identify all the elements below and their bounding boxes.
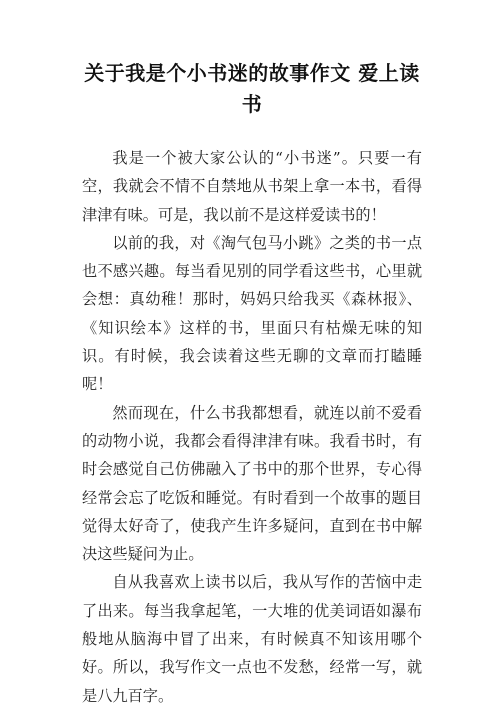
paragraph-2: 以前的我，对《淘气包马小跳》之类的书一点也不感兴趣。每当看见别的同学看这些书，心里就会想：真幼稚！那时，妈妈只给我买《森林报》、《知识绘本》这样的书，里面只有枯燥无味的知识。有时候，我会读着这些无聊的文章而打瞌睡呢！ — [82, 233, 422, 394]
paragraph-1: 我是一个被大家公认的“小书迷”。只要一有空，我就会不情不自禁地从书架上拿一本书，看得津津有味。可是，我以前不是这样爱读书的！ — [82, 149, 422, 224]
paragraph-4: 自从我喜欢上读书以后，我从写作的苦恼中走了出来。每当我拿起笔，一大堆的优美词语如瀑布般地从脑海中冒了出来，有时候真不知该用哪个好。所以，我写作文一点也不发愁，经常一写，就是八九百字。 — [82, 573, 422, 705]
document-title: 关于我是个小书迷的故事作文 爱上读书 — [84, 61, 420, 116]
paragraph-3: 然而现在，什么书我都想看，就连以前不爱看的动物小说，我都会看得津津有味。我看书时，有时会感觉自己仿佛融入了书中的那个世界，专心得经常会忘了吃饭和睡觉。有时看到一个故事的题目觉得太好奇了，使我产生许多疑问，直到在书中解决这些疑问为止。 — [82, 403, 422, 564]
document-body — [82, 144, 422, 710]
